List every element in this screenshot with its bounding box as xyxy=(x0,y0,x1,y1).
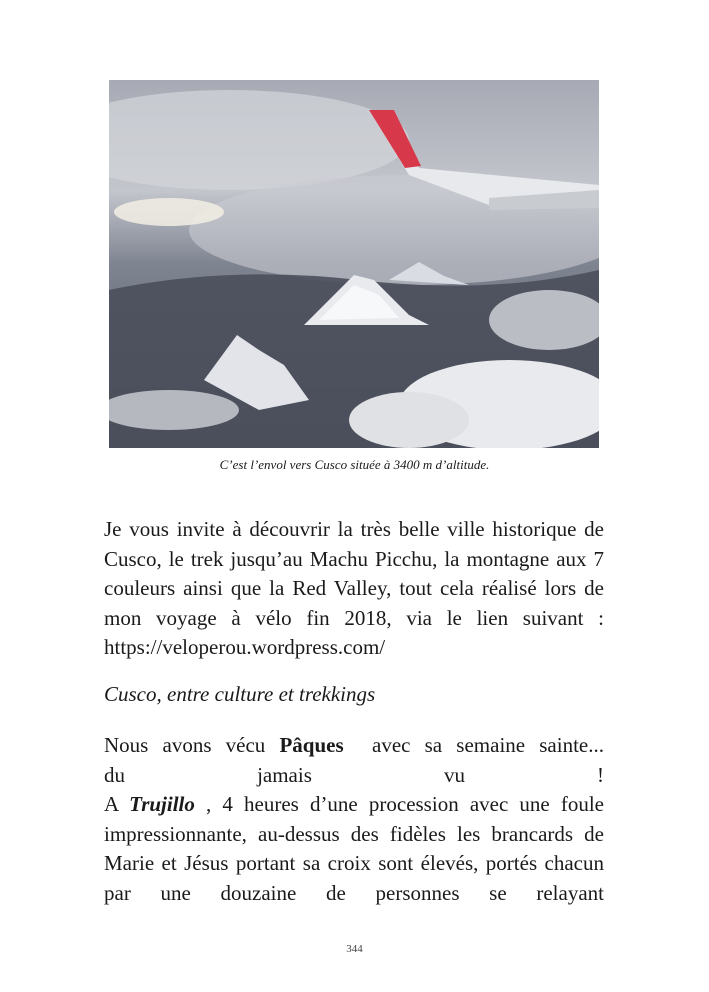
text-run: avec sa semaine sainte... xyxy=(343,733,604,757)
photo-caption: C’est l’envol vers Cusco située à 3400 m d’altitude. xyxy=(219,457,490,472)
bold-italic-trujillo: Trujillo xyxy=(129,792,195,816)
text-run: Nous avons vécu xyxy=(104,733,280,757)
bold-paques: Pâques xyxy=(279,733,344,757)
text-run: , 4 heures d’une procession avec une foule impressionnante, au-dessus des fidèles les brancards de Marie et Jésus portant sa croix sont élevés, portés chacun par une douzaine de personnes se relayant xyxy=(104,792,604,905)
paragraph-easter xyxy=(104,731,604,908)
section-heading: Cusco, entre culture et trekkings xyxy=(104,682,376,706)
airplane-window-photo xyxy=(109,80,599,448)
text-run: A xyxy=(104,792,130,816)
paragraph-intro: Je vous invite à découvrir la très belle ville historique de Cusco, le trek jusqu’au Machu Picchu, la montagne aux 7 couleurs ainsi que la Red Valley, tout cela réalisé lors de mon voyage à vélo fin 2018, via le lien suivant : https://veloperou.wordpress.com/ xyxy=(104,517,604,659)
text-run: du jamais vu ! xyxy=(104,762,604,787)
airplane-wing-over-andes-photo-icon xyxy=(109,80,599,448)
page-number: 344 xyxy=(346,943,363,955)
